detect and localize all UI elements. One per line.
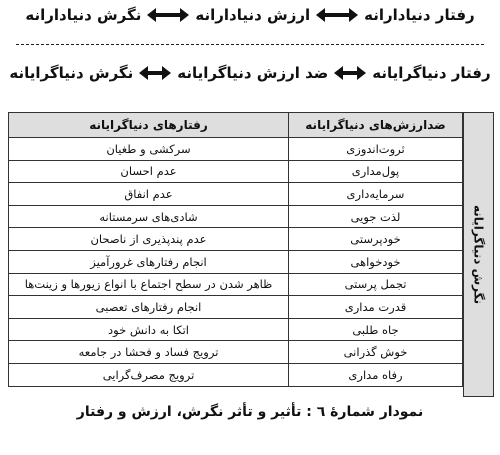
side-label: نگرش دنیاگرایانه (471, 204, 486, 305)
values-behaviors-table (8, 112, 463, 387)
table-row (9, 318, 463, 341)
antivalue-cell: تجمل پرستی (289, 273, 463, 296)
antivalue-cell: لذت جویی (289, 205, 463, 228)
flow-diagram-top (0, 6, 500, 24)
behavior-cell: عدم انفاق (9, 183, 289, 206)
table-row (9, 160, 463, 183)
flow-term-behavior: رفتار دنیادارانه (364, 6, 475, 24)
table-row (9, 341, 463, 364)
table-row (9, 205, 463, 228)
table-row (9, 273, 463, 296)
antivalue-cell: خوش گذرانی (289, 341, 463, 364)
double-arrow-icon (316, 8, 358, 22)
behavior-cell: اتکا به دانش خود (9, 318, 289, 341)
column-header-antivalues: ضدارزش‌های دنیاگرایانه (289, 113, 463, 138)
behavior-cell: ترویج فساد و فحشا در جامعه (9, 341, 289, 364)
flow-term-attitude: نگرش دنیاگرایانه (9, 64, 134, 82)
side-label-cell (463, 112, 494, 397)
flow-diagram-bottom (0, 64, 500, 82)
flow-term-antivalue: ضد ارزش دنیاگرایانه (177, 64, 329, 82)
behavior-cell: شادی‌های سرمستانه (9, 205, 289, 228)
antivalue-cell: خودپرستی (289, 228, 463, 251)
double-arrow-icon (139, 66, 171, 80)
double-arrow-icon (147, 8, 189, 22)
table-row (9, 138, 463, 161)
behavior-cell: انجام رفتارهای غرورآمیز (9, 250, 289, 273)
behavior-cell: انجام رفتارهای تعصبی (9, 296, 289, 319)
figure-caption: نمودار شمارهٔ ٦ : تأثیر و تأثر نگرش، ارزش و رفتار (76, 404, 424, 420)
flow-term-behavior: رفتار دنیاگرایانه (372, 64, 491, 82)
flow-term-value: ارزش دنیادارانه (195, 6, 311, 24)
table-row (9, 183, 463, 206)
column-header-behaviors: رفتارهای دنیاگرایانه (9, 113, 289, 138)
antivalue-cell: خودخواهی (289, 250, 463, 273)
antivalue-cell: سرمایه‌داری (289, 183, 463, 206)
table-row (9, 228, 463, 251)
table-row (9, 363, 463, 386)
dashed-divider (16, 44, 484, 45)
behavior-cell: عدم احسان (9, 160, 289, 183)
behavior-cell: سرکشی و طغیان (9, 138, 289, 161)
table-row (9, 250, 463, 273)
table-row (9, 296, 463, 319)
antivalue-cell: پول‌مداری (289, 160, 463, 183)
antivalue-cell: جاه طلبی (289, 318, 463, 341)
antivalue-cell: ثروت‌اندوزی (289, 138, 463, 161)
antivalue-cell: قدرت مداری (289, 296, 463, 319)
antivalue-cell: رفاه مداری (289, 363, 463, 386)
behavior-cell: عدم پندپذیری از ناصحان (9, 228, 289, 251)
flow-term-attitude: نگرش دنیادارانه (25, 6, 142, 24)
table-header-row (9, 113, 463, 138)
behavior-cell: ترویج مصرف‌گرایی (9, 363, 289, 386)
behavior-cell: ظاهر شدن در سطح اجتماع با انواع زیورها و زینت‌ها (9, 273, 289, 296)
double-arrow-icon (334, 66, 366, 80)
